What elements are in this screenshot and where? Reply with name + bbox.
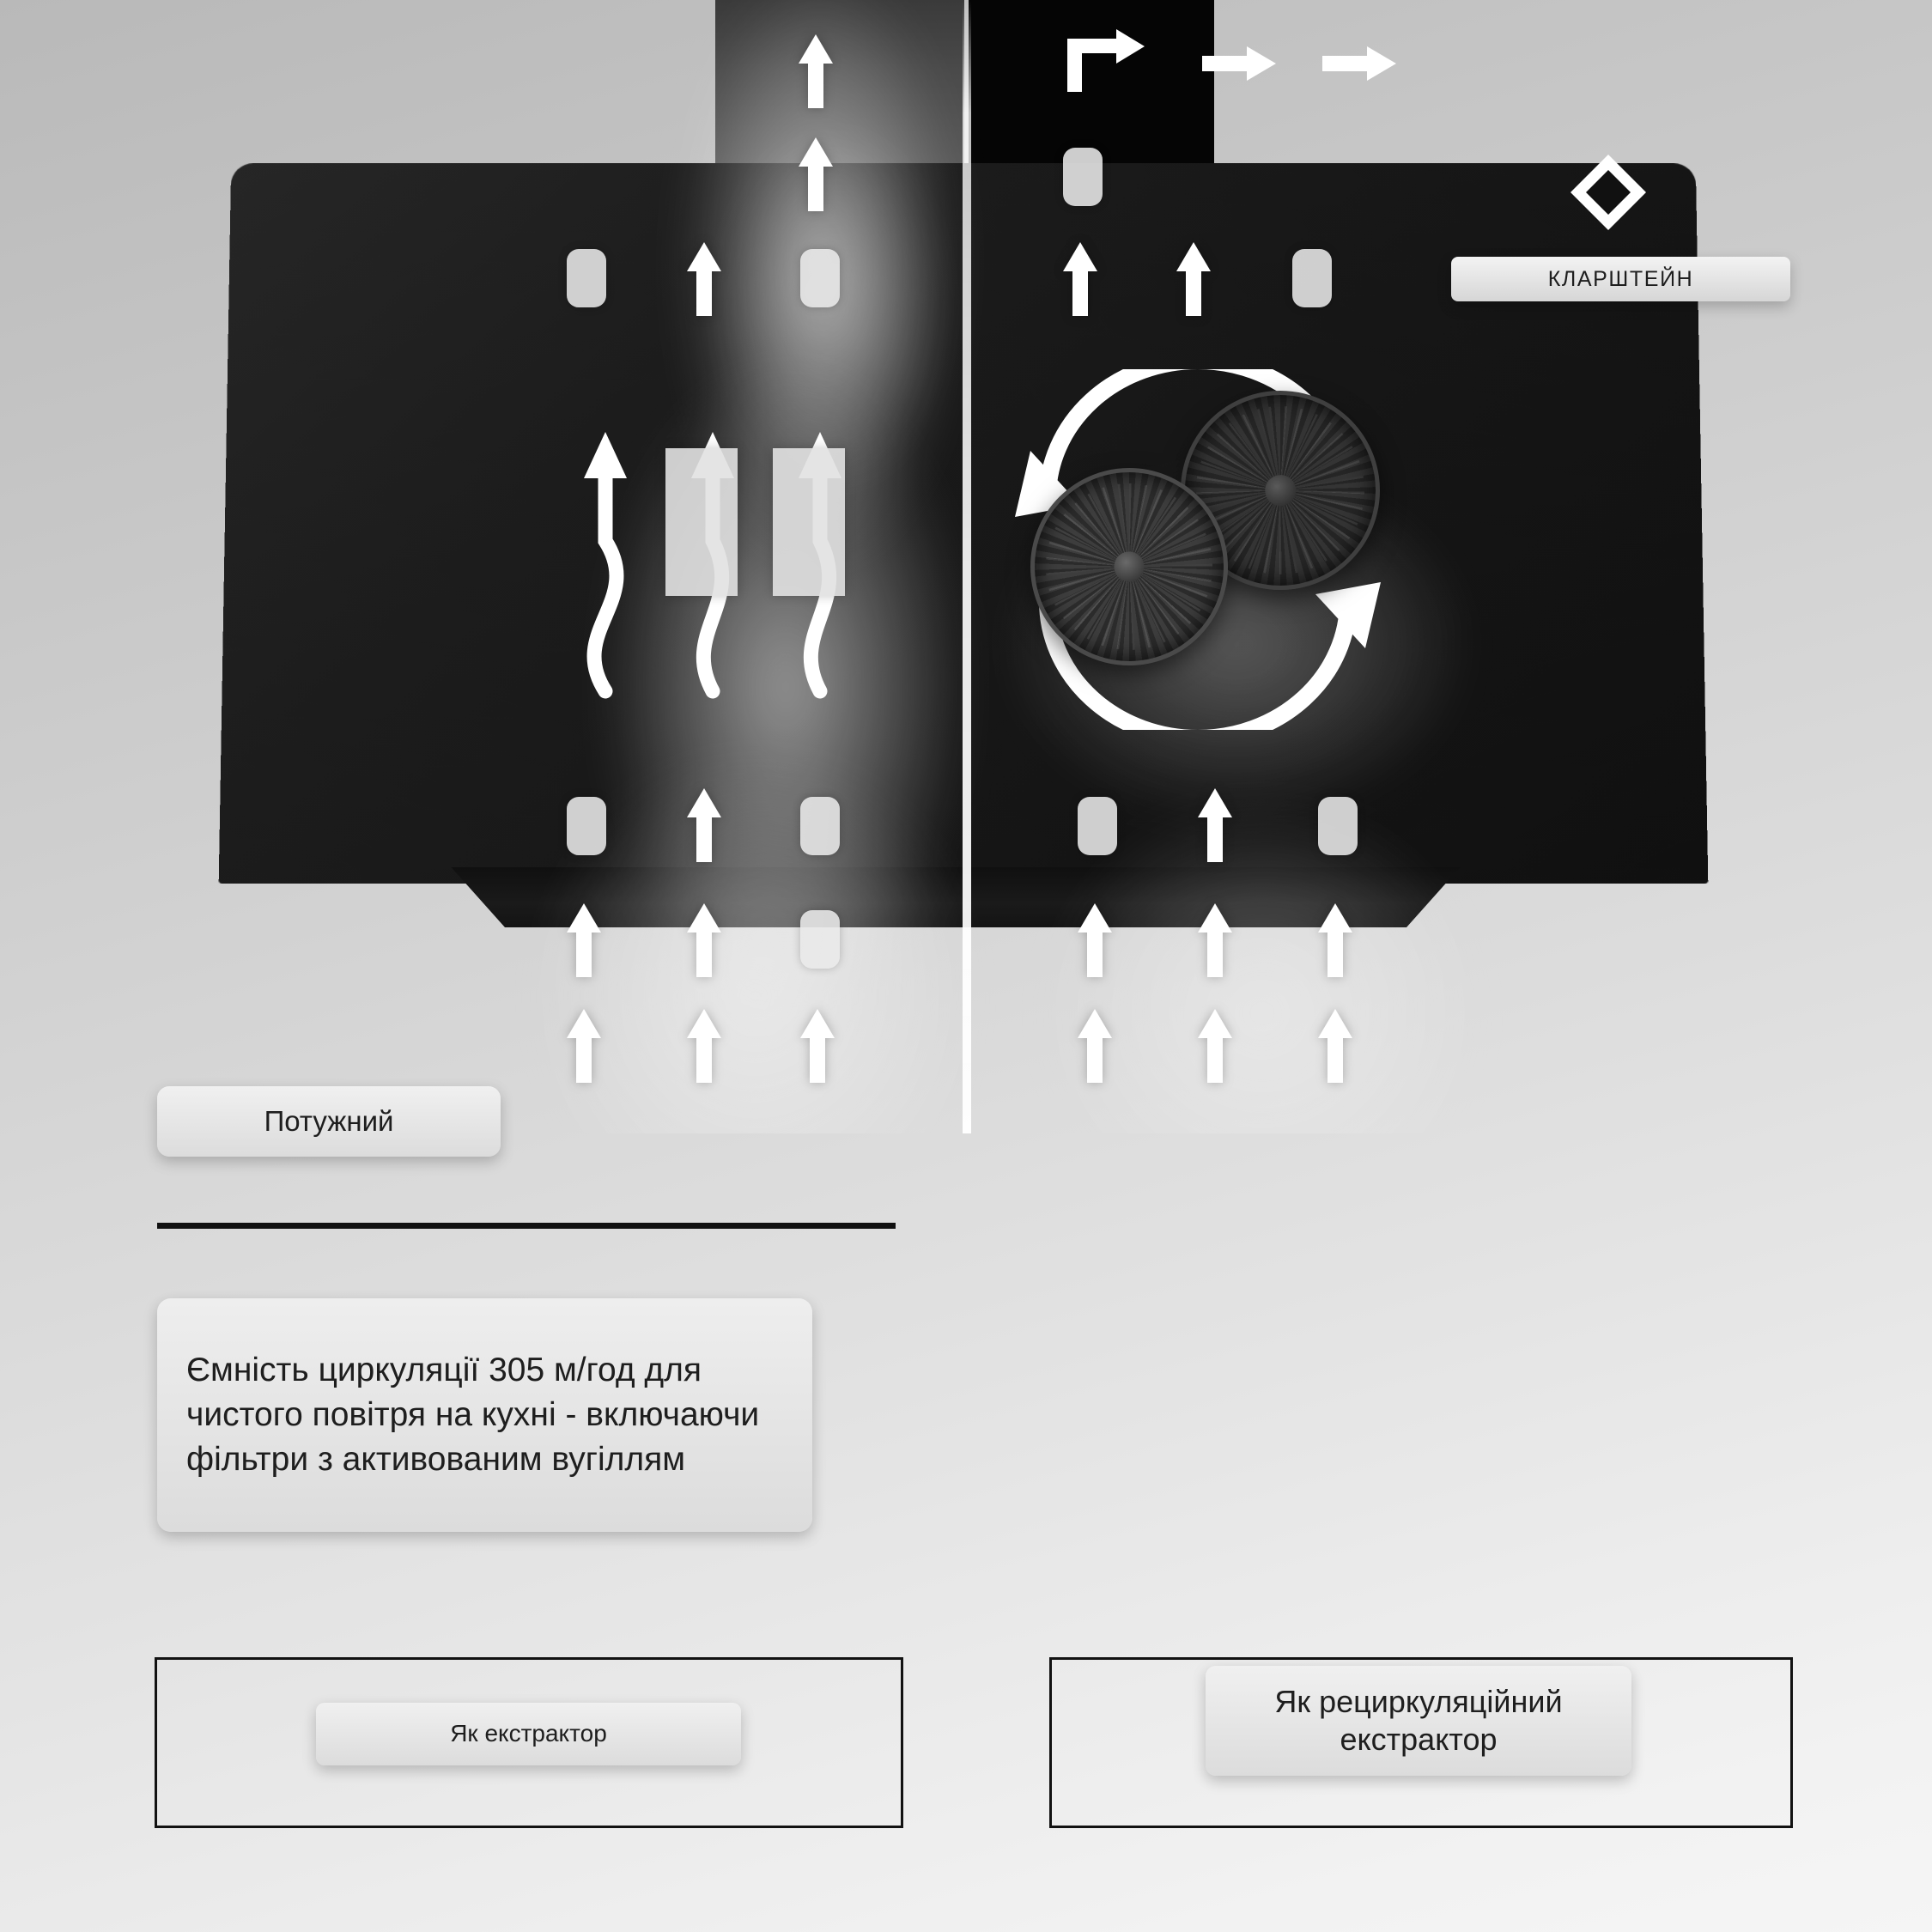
- airflow-arrow-up-icon: [1176, 242, 1211, 316]
- brand-label: КЛАРШТЕЙН: [1451, 257, 1790, 301]
- mode-recirculation-label: Як рециркуляційний екстрактор: [1206, 1666, 1631, 1776]
- airflow-arrow-up-icon: [1198, 903, 1232, 977]
- airflow-arrow-up-icon: [1063, 242, 1097, 316]
- airflow-arrow-up-icon: [1078, 1009, 1112, 1083]
- placeholder-glyph: [567, 249, 606, 307]
- placeholder-glyph: [1292, 249, 1332, 307]
- placeholder-glyph: [567, 797, 606, 855]
- airflow-arrow-up-icon: [567, 903, 601, 977]
- carbon-filter-icon: [1030, 468, 1228, 665]
- airflow-arrow-up-icon: [1078, 903, 1112, 977]
- klarstein-diamond-icon: [1569, 153, 1648, 232]
- airflow-arrow-up-icon: [1318, 1009, 1352, 1083]
- placeholder-glyph: [800, 910, 840, 969]
- airflow-arrow-up-icon: [799, 34, 833, 108]
- section-divider: [157, 1223, 896, 1229]
- airflow-arrow-right-icon: [1202, 46, 1276, 81]
- placeholder-glyph: [1318, 797, 1358, 855]
- airflow-arrow-up-icon: [1198, 788, 1232, 862]
- airflow-arrow-right-icon: [1322, 46, 1396, 81]
- panel-divider: [963, 0, 971, 1133]
- airflow-arrow-up-icon: [567, 1009, 601, 1083]
- airflow-arrow-up-icon: [1318, 903, 1352, 977]
- airflow-arrow-up-icon: [799, 137, 833, 211]
- exhaust-duct-icon: [715, 0, 964, 176]
- mode-extractor-label: Як екстрактор: [316, 1703, 741, 1765]
- placeholder-glyph: [1063, 148, 1103, 206]
- placeholder-glyph: [1078, 797, 1117, 855]
- airflow-arrow-up-icon: [800, 1009, 835, 1083]
- grease-filter-icon: [773, 448, 845, 596]
- placeholder-glyph: [800, 249, 840, 307]
- airflow-arrow-up-icon: [687, 903, 721, 977]
- airflow-curve-icon: [558, 416, 661, 704]
- placeholder-glyph: [800, 797, 840, 855]
- airflow-arrow-up-icon: [1198, 1009, 1232, 1083]
- airflow-arrow-up-icon: [687, 1009, 721, 1083]
- arrow-turn-right-icon: [1067, 39, 1145, 92]
- capacity-description: Ємність циркуляції 305 м/год для чистого повітря на кухні - включаючи фільтри з активованим вугіллям: [157, 1298, 812, 1532]
- airflow-arrow-up-icon: [687, 788, 721, 862]
- powerful-label: Потужний: [157, 1086, 501, 1157]
- grease-filter-icon: [665, 448, 738, 596]
- airflow-arrow-up-icon: [687, 242, 721, 316]
